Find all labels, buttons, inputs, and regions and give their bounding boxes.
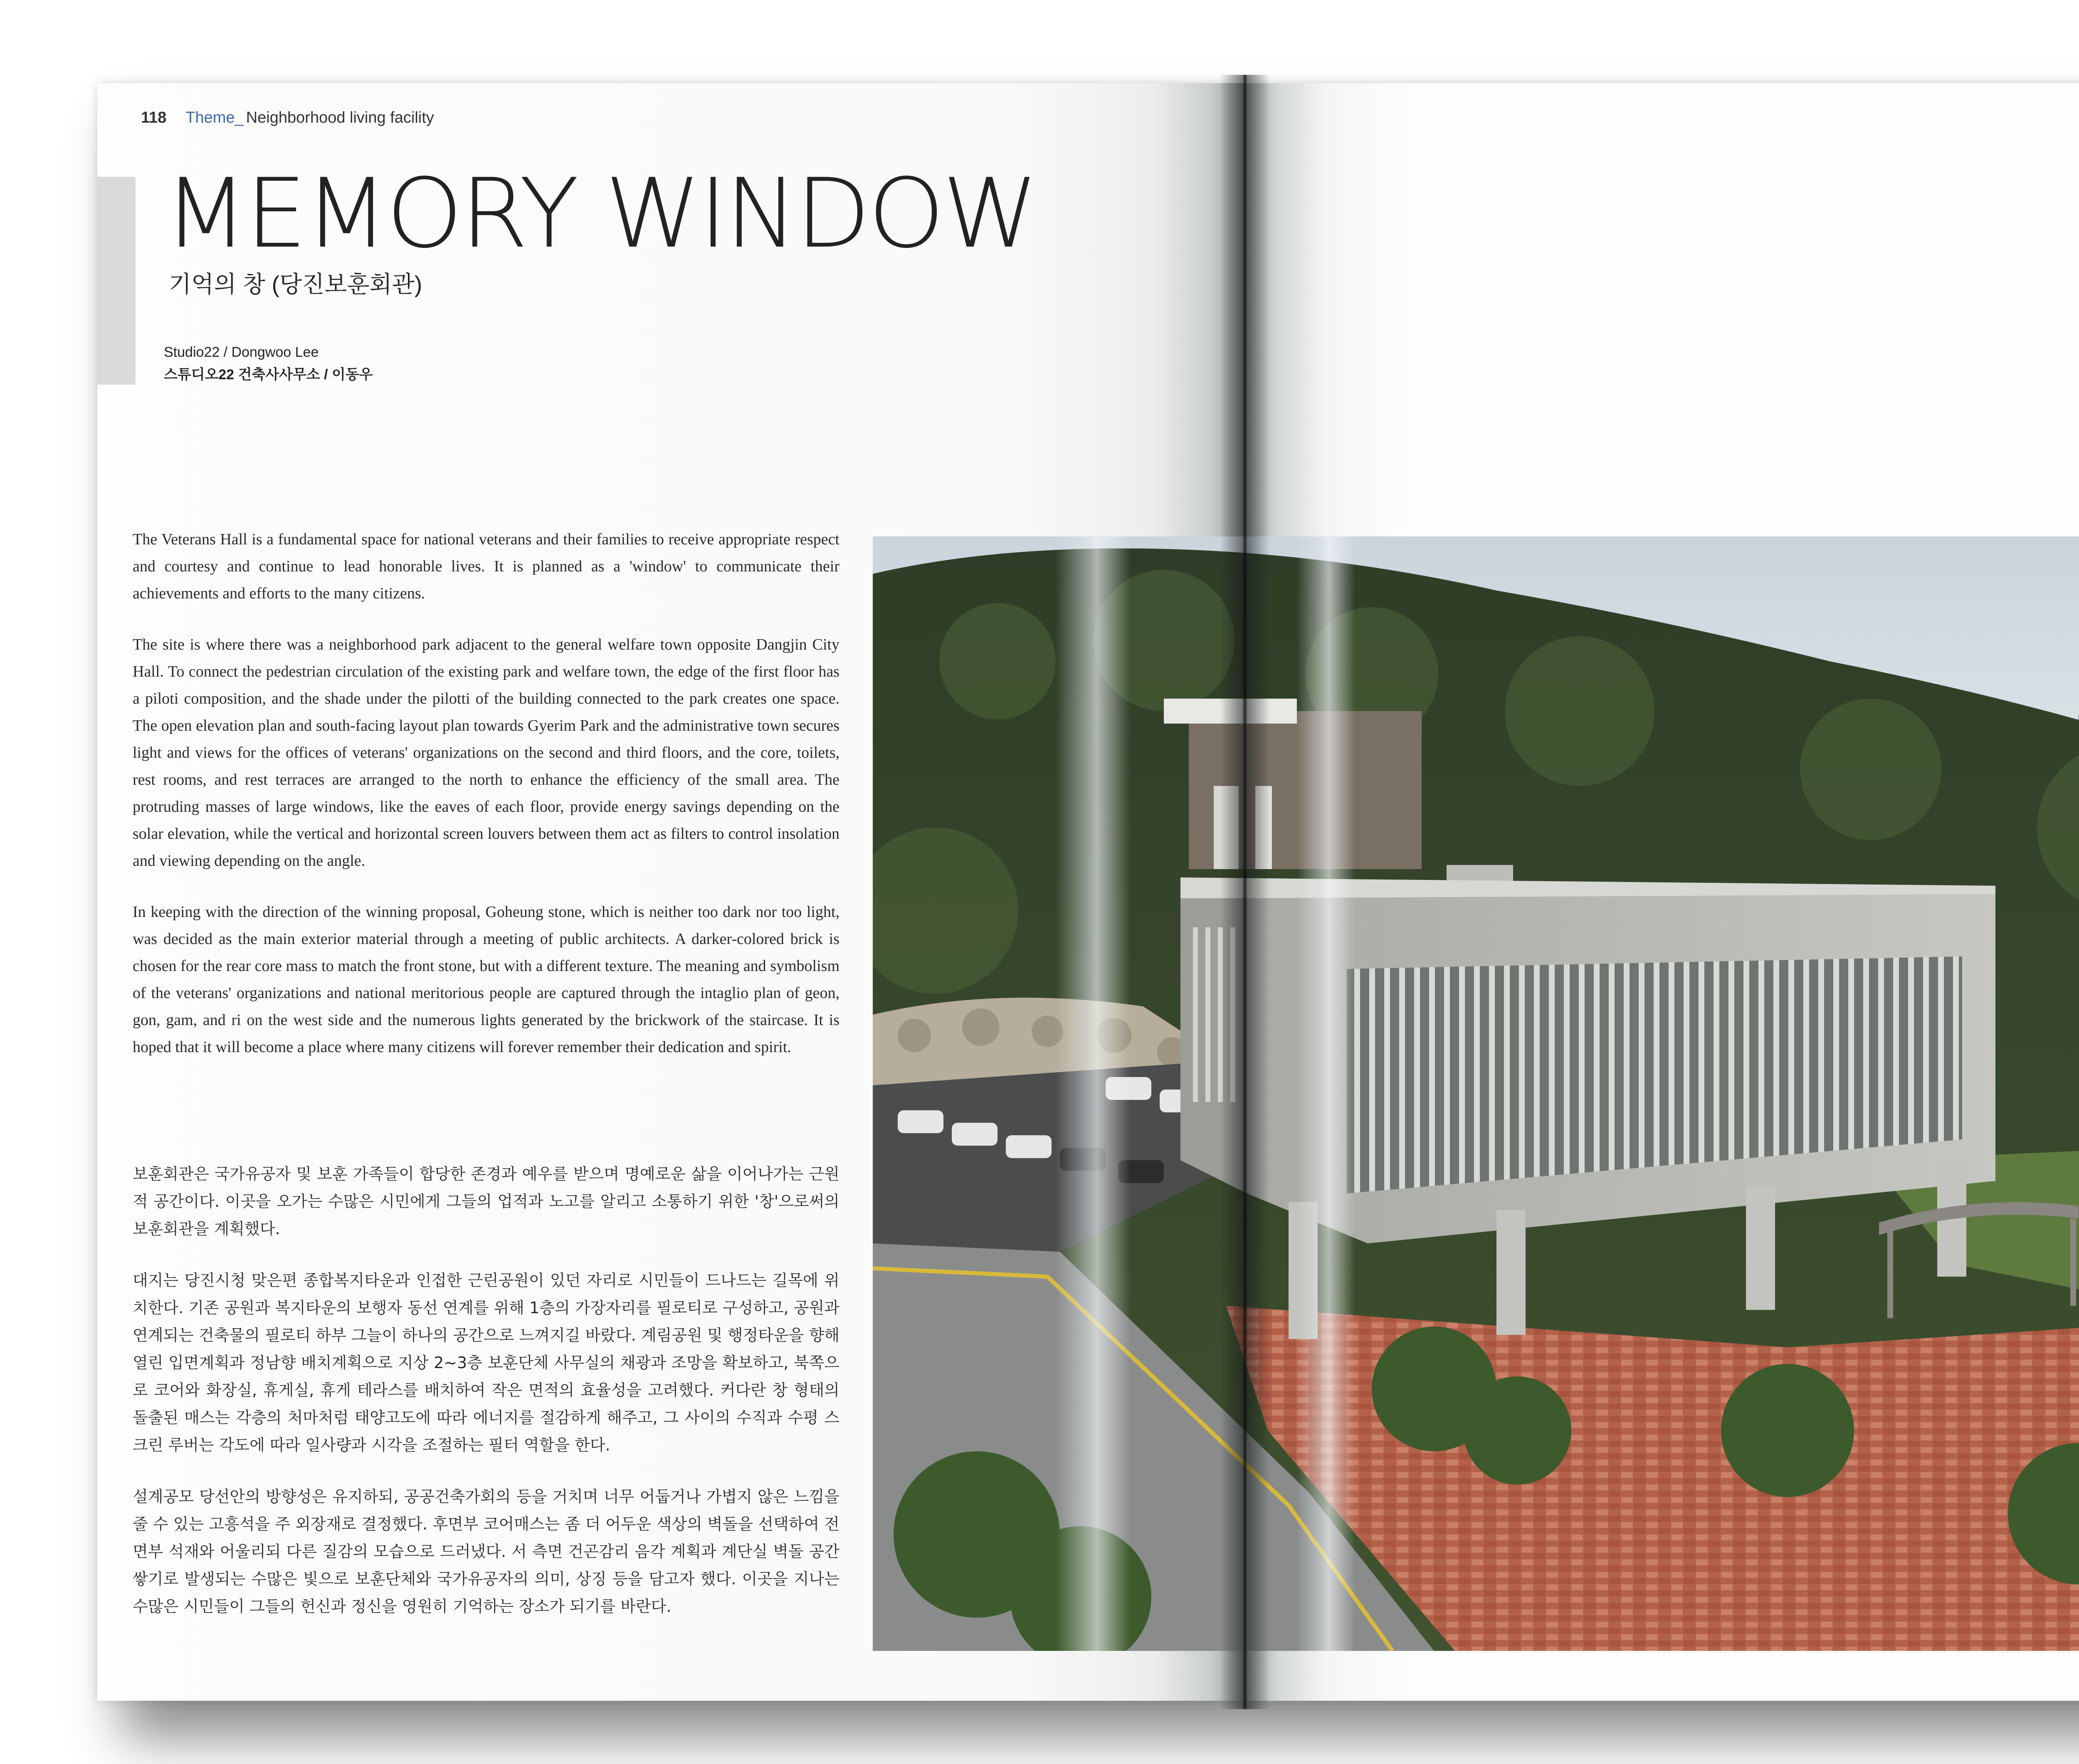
korean-paragraph: 보훈회관은 국가유공자 및 보훈 가족들이 합당한 존경과 예우를 받으며 명예로운 삶을 이어나가는 근원적 공간이다. 이곳을 오가는 수많은 시민에게 그들의 업적과 노고를 알리고 소통하기 위한 '창'으로써의 보훈회관을 계획했다. xyxy=(133,1165,840,1238)
magazine-spread xyxy=(97,83,2079,1701)
english-paragraph: The Veterans Hall is a fundamental space for national veterans and their families to receive appropriate respect and courtesy and continue to lead honorable lives. It is planned as a 'window' to communicate their achievements and efforts to the many citizens. xyxy=(133,531,840,602)
section-label: Neighborhood living facility xyxy=(246,109,434,126)
english-body xyxy=(133,526,840,1085)
english-paragraph: In keeping with the direction of the winning proposal, Goheung stone, which is neither too dark nor too light, was decided as the main exterior material through a meeting of public architects. A darker-colored brick is chosen for the rear core mass to match the front stone, but with a different texture. The meaning and symbolism of the veterans' organizations and national meritorious people are captured through the intaglio plan of geon, gon, gam, and ri on the west side and the numerous lights generated by the brickwork of the staircase. It is hoped that it will become a place where many citizens will forever remember their dedication and spirit. xyxy=(133,903,840,1056)
english-paragraph: The site is where there was a neighborhood park adjacent to the general welfare town opposite Dangjin City Hall. To connect the pedestrian circulation of the existing park and welfare town, the edge of the first floor has a piloti composition, and the shade under the pilotti of the building connected to the park creates one space. The open elevation plan and south-facing layout plan towards Gyerim Park and the administrative town secures light and views for the offices of veterans' organizations on the second and third floors, and the core, toilets, rest rooms, and rest terraces are arranged to the north to enhance the efficiency of the small area. The protruding masses of large windows, like the eaves of each floor, provide energy savings depending on the solar elevation, while the vertical and horizontal screen louvers between them act as filters to control insolation and viewing depending on the angle. xyxy=(133,636,840,870)
author-ko: 스튜디오22 건축사사무소 / 이동우 xyxy=(164,367,373,383)
theme-label: Theme xyxy=(185,109,235,126)
korean-paragraph: 대지는 당진시청 맞은편 종합복지타운과 인접한 근린공원이 있던 자리로 시민들이 드나드는 길목에 위치한다. 기존 공원과 복지타운의 보행자 동선 연계를 위해 1층의 가장자리를 필로티로 구성하고, 공원과 연계되는 건축물의 필로티 하부 그늘이 하나의 공간으로 느껴지길 바랐다. 계림공원 및 행정타운을 향해 열린 입면계획과 정남향 배치계획으로 지상 2~3층 보훈단체 사무실의 채광과 조망을 확보하고, 북쪽으로 코어와 화장실, 휴게실, 휴게 테라스를 배치하여 작은 면적의 효율성을 고려했다. 커다란 창 형태의 돌출된 매스는 각층의 처마처럼 태양고도에 따라 에너지를 절감하게 해주고, 그 사이의 수직과 수평 스크린 루버는 각도에 따라 일사량과 시각을 조절하는 필터 역할을 한다. xyxy=(133,1271,840,1454)
theme-separator: _ xyxy=(235,109,244,126)
author-en: Studio22 / Dongwoo Lee xyxy=(164,344,319,360)
article-subtitle-ko: 기억의 창 (당진보훈회관) xyxy=(169,271,422,297)
article-title: MEMORY WINDOW xyxy=(164,158,1036,269)
book-gutter xyxy=(1220,75,1270,1709)
korean-paragraph: 설계공모 당선안의 방향성은 유지하되, 공공건축가회의 등을 거치며 너무 어둡거나 가볍지 않은 느낌을 줄 수 있는 고흥석을 주 외장재로 결정했다. 후면부 코어매스는 좀 더 어두운 색상의 벽돌을 선택하여 전면부 석재와 어울리되 다른 질감의 모습으로 드러냈다. 서 측면 건곤감리 음각 계획과 계단실 벽돌 공간쌓기로 발생되는 수많은 빛으로 보훈단체와 국가유공자의 의미, 상징 등을 담고자 했다. 이곳을 지나는 수많은 시민들이 그들의 헌신과 정신을 영원히 기억하는 장소가 되기를 바란다. xyxy=(133,1487,840,1616)
building-photo xyxy=(873,536,2079,1651)
korean-body xyxy=(133,1160,840,1644)
left-page-number: 118 xyxy=(141,109,167,126)
author-credit xyxy=(164,341,373,386)
title-accent-tab xyxy=(97,177,136,385)
building-photo-illustration xyxy=(873,536,2079,1651)
left-folio xyxy=(141,109,434,127)
